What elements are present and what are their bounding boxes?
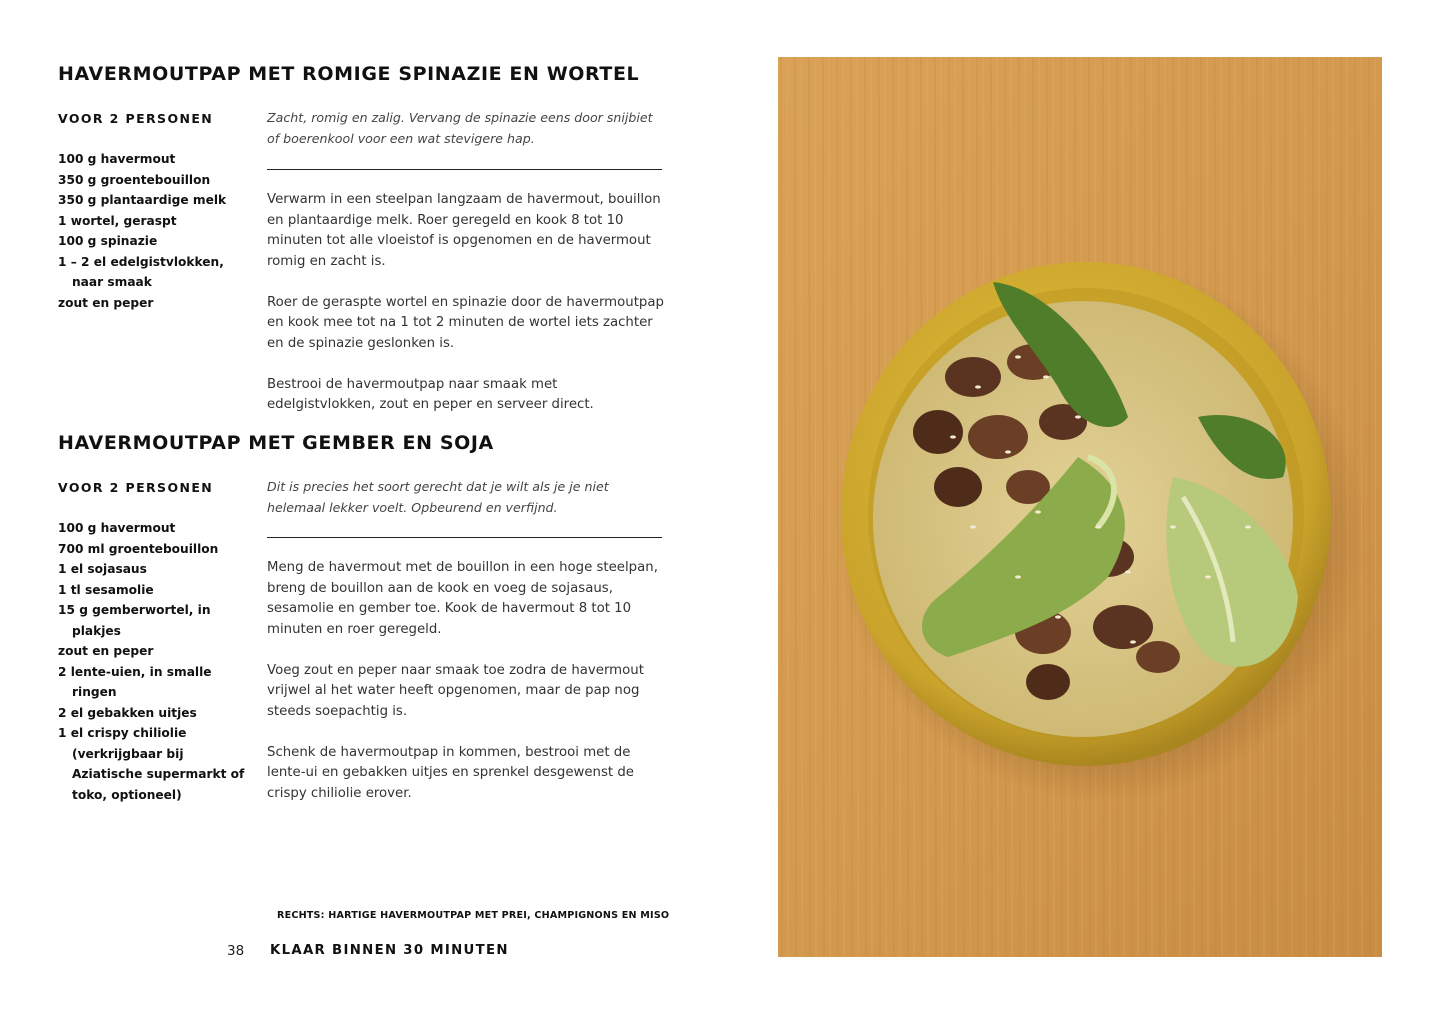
ingredient: 1 el crispy chiliolie (verkrijgbaar bij Aziatische supermarkt of toko, optioneel) bbox=[58, 726, 245, 802]
ingredient: 2 el gebakken uitjes bbox=[58, 705, 197, 720]
running-head: KLAAR BINNEN 30 MINUTEN bbox=[270, 943, 509, 958]
ingredient: 2 lente-uien, in smalle ringen bbox=[58, 664, 212, 699]
recipe-1-servings: VOOR 2 PERSONEN bbox=[58, 111, 214, 126]
recipe-2-title: HAVERMOUTPAP MET GEMBER EN SOJA bbox=[58, 432, 494, 454]
recipe-1-intro: Zacht, romig en zalig. Vervang de spinazie eens door snijbiet of boerenkool voor een wat stevigere hap. bbox=[267, 110, 653, 146]
porridge-bowl-photo bbox=[778, 57, 1382, 957]
ingredient: zout en peper bbox=[58, 295, 154, 310]
ingredient: 100 g spinazie bbox=[58, 234, 158, 248]
recipe-2-ingredients bbox=[58, 518, 258, 805]
recipe-2-servings: VOOR 2 PERSONEN bbox=[58, 480, 214, 495]
ingredient: zout en peper bbox=[58, 644, 154, 658]
divider bbox=[267, 537, 662, 538]
step: Bestrooi de havermoutpap naar smaak met edelgistvlokken, zout en peper en serveer direct. bbox=[267, 376, 594, 412]
ingredient: 100 g havermout bbox=[58, 152, 176, 166]
ingredient: 1 tl sesamolie bbox=[58, 582, 154, 597]
recipe-1-steps bbox=[267, 190, 667, 436]
ingredient: 1 el sojasaus bbox=[58, 562, 147, 576]
ingredient: 350 g plantaardige melk bbox=[58, 193, 227, 207]
recipe-2-steps bbox=[267, 558, 667, 825]
step: Schenk de havermoutpap in kommen, bestrooi met de lente-ui en gebakken uitjes en sprenkel desgewenst de crispy chiliolie erover. bbox=[267, 744, 634, 801]
page-number: 38 bbox=[227, 943, 245, 959]
recipe-2-intro: Dit is precies het soort gerecht dat je wilt als je je niet helemaal lekker voelt. Opbeurend en verfijnd. bbox=[267, 479, 609, 515]
step: Verwarm in een steelpan langzaam de havermout, bouillon en plantaardige melk. Roer geregeld en kook 8 tot 10 minuten tot alle vloeistof is opgenomen en de havermout romig en zacht is. bbox=[267, 192, 661, 269]
divider bbox=[267, 169, 662, 170]
ingredient: 350 g groentebouillon bbox=[58, 172, 211, 187]
ingredient: 1 – 2 el edelgistvlokken, naar smaak bbox=[58, 254, 224, 289]
recipe-1-title: HAVERMOUTPAP MET ROMIGE SPINAZIE EN WORTEL bbox=[58, 63, 640, 85]
recipe-1-ingredients bbox=[58, 149, 258, 313]
step: Meng de havermout met de bouillon in een hoge steelpan, breng de bouillon aan de kook en voeg de sojasaus, sesamolie en gember toe. Kook de havermout 8 tot 10 minuten en roer geregeld. bbox=[267, 560, 658, 637]
photo-caption: RECHTS: HARTIGE HAVERMOUTPAP MET PREI, CHAMPIGNONS EN MISO bbox=[277, 910, 670, 921]
ingredient: 15 g gemberwortel, in plakjes bbox=[58, 603, 211, 638]
step: Voeg zout en peper naar smaak toe zodra de havermout vrijwel al het water heeft opgenomen, maar de pap nog steeds soepachtig is. bbox=[267, 662, 644, 719]
ingredient: 1 wortel, geraspt bbox=[58, 213, 177, 228]
ingredient: 100 g havermout bbox=[58, 521, 176, 535]
step: Roer de geraspte wortel en spinazie door de havermoutpap en kook mee tot na 1 tot 2 minuten de wortel iets zachter en de spinazie geslonken is. bbox=[267, 294, 664, 351]
ingredient: 700 ml groentebouillon bbox=[58, 541, 219, 556]
